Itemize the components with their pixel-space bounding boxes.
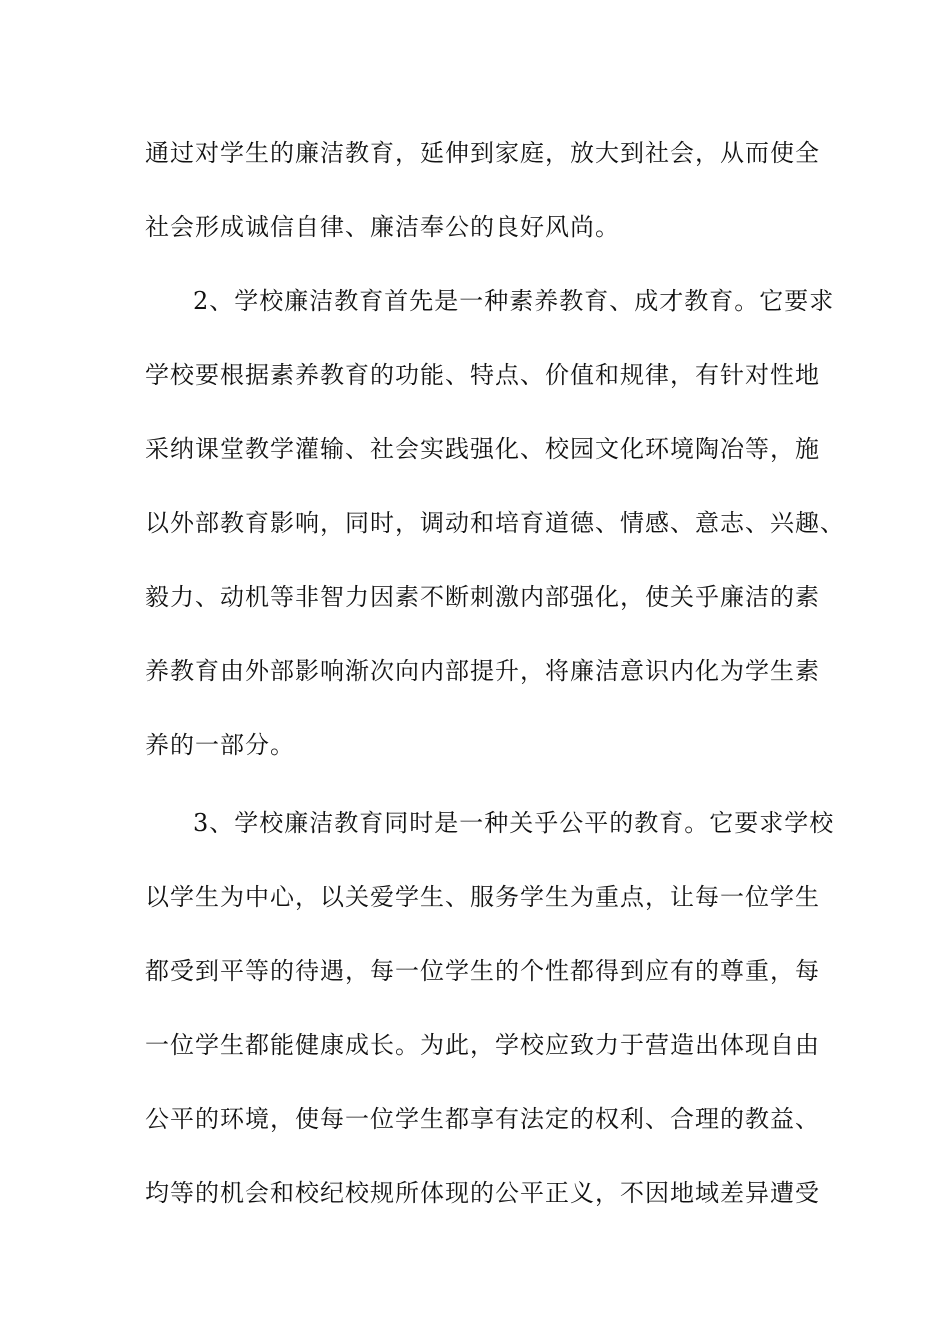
text-line: 社会形成诚信自律、廉洁奉公的良好风尚。 (145, 213, 620, 241)
text-line: 养教育由外部影响渐次向内部提升，将廉洁意识内化为学生素 (145, 657, 820, 685)
text-line: 一位学生都能健康成长。为此，学校应致力于营造出体现自由 (145, 1031, 820, 1059)
text-line: 学校要根据素养教育的功能、特点、价值和规律，有针对性地 (145, 361, 820, 389)
text-line: 养的一部分。 (145, 731, 295, 759)
text-line: 公平的环境，使每一位学生都享有法定的权利、合理的教益、 (145, 1105, 820, 1133)
text-line: 采纳课堂教学灌输、社会实践强化、校园文化环境陶冶等，施 (145, 435, 820, 463)
paragraph-start-line: 3、学校廉洁教育同时是一种关乎公平的教育。它要求学校 (193, 809, 835, 837)
text-line: 通过对学生的廉洁教育，延伸到家庭，放大到社会，从而使全 (145, 139, 820, 167)
text-line: 以学生为中心，以关爱学生、服务学生为重点，让每一位学生 (145, 883, 820, 911)
paragraph-start-line: 2、学校廉洁教育首先是一种素养教育、成才教育。它要求 (193, 287, 835, 315)
text-line: 都受到平等的待遇，每一位学生的个性都得到应有的尊重，每 (145, 957, 820, 985)
text-line: 毅力、动机等非智力因素不断刺激内部强化，使关乎廉洁的素 (145, 583, 820, 611)
text-line: 以外部教育影响，同时，调动和培育道德、情感、意志、兴趣、 (145, 509, 845, 537)
text-line: 均等的机会和校纪校规所体现的公平正义，不因地域差异遭受 (145, 1179, 820, 1207)
